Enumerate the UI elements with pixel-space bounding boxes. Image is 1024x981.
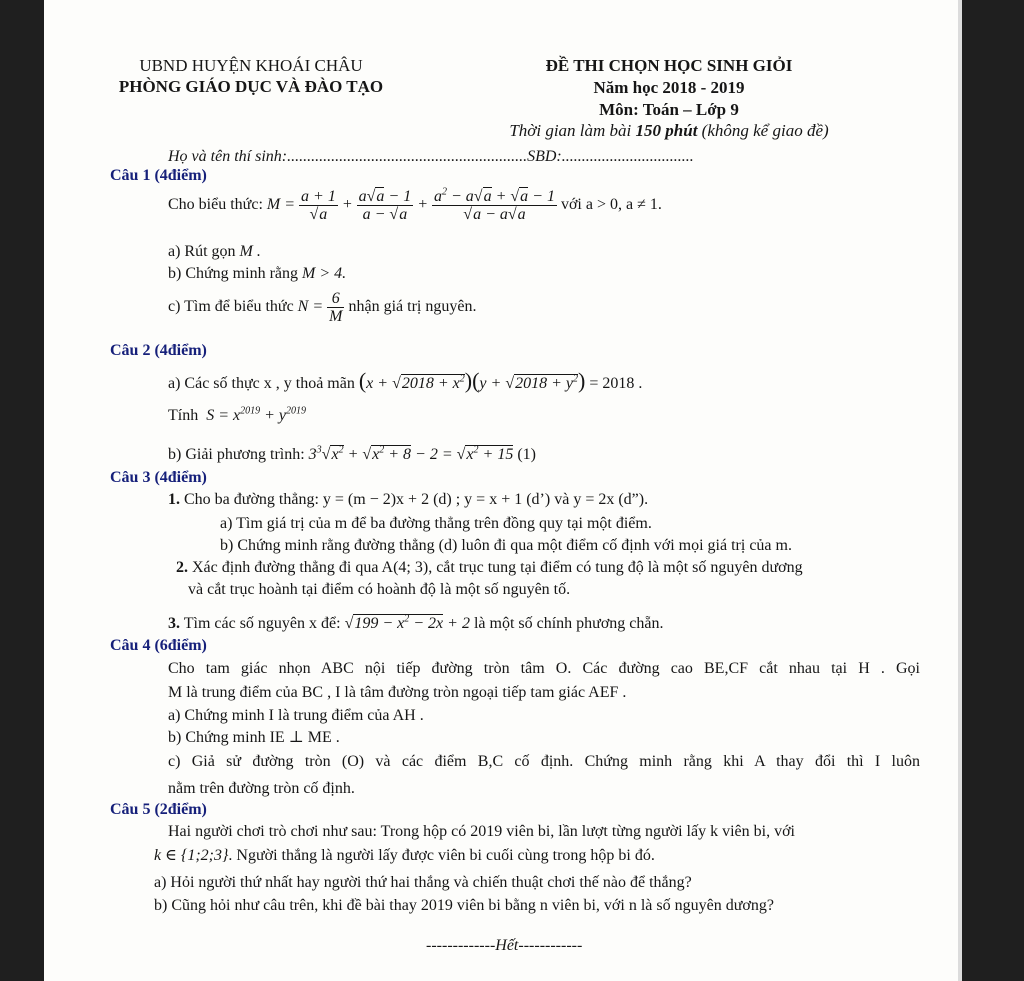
q2-formula-a: $(x + √2018 + x^2)(y + √2018 + y^2)$ [358,368,586,393]
header-department: PHÒNG GIÁO DỤC VÀ ĐÀO TẠO [118,77,384,96]
q3-p3-tail: là một số chính phương chẵn. [473,615,664,632]
q3-p3-text: Tìm các số nguyên x để: [183,615,341,632]
q2-formula-b: $3^3√x^2 + √x^2 + 8 - 2 = √x^2 + 15$ [308,444,514,463]
q5-part-a: a) Hỏi người thứ nhất hay người thứ hai thắng và chiến thuật chơi thế nào để thắng? [154,874,692,891]
q1-part-a [168,242,261,262]
candidate-line [168,147,694,167]
q3-p2-num: 2. [176,559,188,576]
q5-line2-text: . Người thắng là người lấy được viên bi cuối cùng trong hộp bi đó. [228,847,655,864]
q1-part-b-tail: M > 4. [302,265,347,282]
q1-part-a-tail: M . [239,243,261,260]
name-label: Họ và tên thí sinh: [168,148,288,165]
q3-p3-num: 3. [168,615,180,632]
q5-part-b: b) Cũng hỏi như câu trên, khi đề bài thay 2019 viên bi bằng n viên bi, với n là số nguyên dương? [154,897,774,914]
page-edge [958,0,962,981]
q3-p2 [176,558,803,578]
q1-part-c-text: c) Tìm để biểu thức [168,298,294,316]
time-prefix: Thời gian làm bài [509,121,636,140]
sbd-label: SBD: [527,148,562,165]
q2-part-b [168,445,536,465]
end-word: Hết [495,937,519,954]
q1-title: Câu 1 (4điểm) [110,167,207,184]
q2-part-a [168,367,642,398]
q2-compute-label: Tính [168,407,199,424]
q5-line1: Hai người chơi trò chơi như sau: Trong hộp có 2019 viên bi, lần lượt từng người lấy k viên bi, với [168,823,795,840]
q4-part-b: b) Chứng minh IE ⊥ ME . [168,729,340,746]
exam-title: ĐỀ THI CHỌN HỌC SINH GIỎI [545,56,793,75]
time-value: 150 phút [635,121,698,140]
q1-formula-n: N = $\frac{6}{M}$ [297,290,343,325]
q5-line2 [154,846,655,866]
q3-p1-text: Cho ba đường thẳng: [184,491,319,508]
q3-formula: $√199 - x^2 - 2x + 2$ [344,613,470,632]
q3-title: Câu 3 (4điểm) [110,469,207,486]
name-dots: ............................................................ [287,148,528,165]
school-year: Năm học 2018 - 2019 [593,78,745,97]
q2-part-b-tag: (1) [517,446,536,463]
q4-line2: M là trung điểm của BC , I là tâm đường tròn ngoại tiếp tam giác AEF . [168,684,627,701]
q1-part-b [168,264,346,284]
q4-title: Câu 4 (6điểm) [110,637,207,654]
q1-part-b-text: b) Chứng minh rằng [168,265,298,282]
q1-part-c [168,290,476,325]
q4-part-c2: nằm trên đường tròn cố định. [168,780,355,797]
q3-p2-line1: Xác định đường thẳng đi qua A(4; 3), cắt trục tung tại điểm có tung độ là một số nguyên dương [192,559,803,576]
q1-expression [168,188,662,223]
q4-part-a: a) Chứng minh I là trung điểm của AH . [168,707,424,724]
q3-p1-num: 1. [168,491,180,508]
q3-p3 [168,614,664,634]
end-left: ------------- [426,937,496,954]
q3-p1b: b) Chứng minh rằng đường thẳng (d) luôn đi qua một điểm cố định với mọi giá trị của m. [220,537,792,554]
q2-part-a-eq: = 2018 . [589,375,643,392]
header-authority: UBND HUYỆN KHOÁI CHÂU [139,56,363,75]
q3-p1-lines: y = (m − 2)x + 2 (d) ; y = x + 1 (d’) và y = 2x (d”). [322,491,649,508]
subject: Môn: Toán – Lớp 9 [599,100,739,119]
q2-part-b-text: b) Giải phương trình: [168,446,305,463]
q5-k-set: k ∈ {1;2;3} [154,847,229,864]
q3-p1 [168,490,648,510]
end-marker [426,936,582,956]
q2-formula-s: $S = x^{2019} + y^{2019}$ [202,405,307,424]
sbd-dots: ................................. [561,148,694,165]
q2-title: Câu 2 (4điểm) [110,342,207,359]
q1-part-a-text: a) Rút gọn [168,243,236,260]
q4-part-c1: c) Giả sử đường tròn (O) và các điểm B,C cố định. Chứng minh rằng khi A thay đổi thì I luôn [168,753,920,770]
q1-intro: Cho biểu thức: [168,196,263,214]
q1-part-c-tail: nhận giá trị nguyên. [348,298,477,316]
end-right: ------------ [518,937,583,954]
q4-line1: Cho tam giác nhọn ABC nội tiếp đường tròn tâm O. Các đường cao BE,CF cắt nhau tại H . Gọi [168,660,920,677]
q2-part-a-text: a) Các số thực x , y thoả mãn [168,375,355,392]
q5-title: Câu 5 (2điểm) [110,801,207,818]
q1-condition: với a > 0, a ≠ 1. [560,196,662,214]
time-allowed [484,121,854,141]
exam-paper [44,0,962,981]
time-suffix: (không kể giao đề) [697,121,829,140]
q3-p2-line2: và cắt trục hoành tại điểm có hoành độ là một số nguyên tố. [188,581,571,598]
q1-formula-m: M = $\frac{a + 1}{√a}$ + $\frac{a√a - 1}{a - √a}$ + $\frac{a^2 - a√a + √a - 1}{√a - a√a}$ [266,186,555,223]
q3-p1a: a) Tìm giá trị của m để ba đường thẳng trên đồng quy tại một điểm. [220,515,652,532]
q2-compute [168,406,306,426]
